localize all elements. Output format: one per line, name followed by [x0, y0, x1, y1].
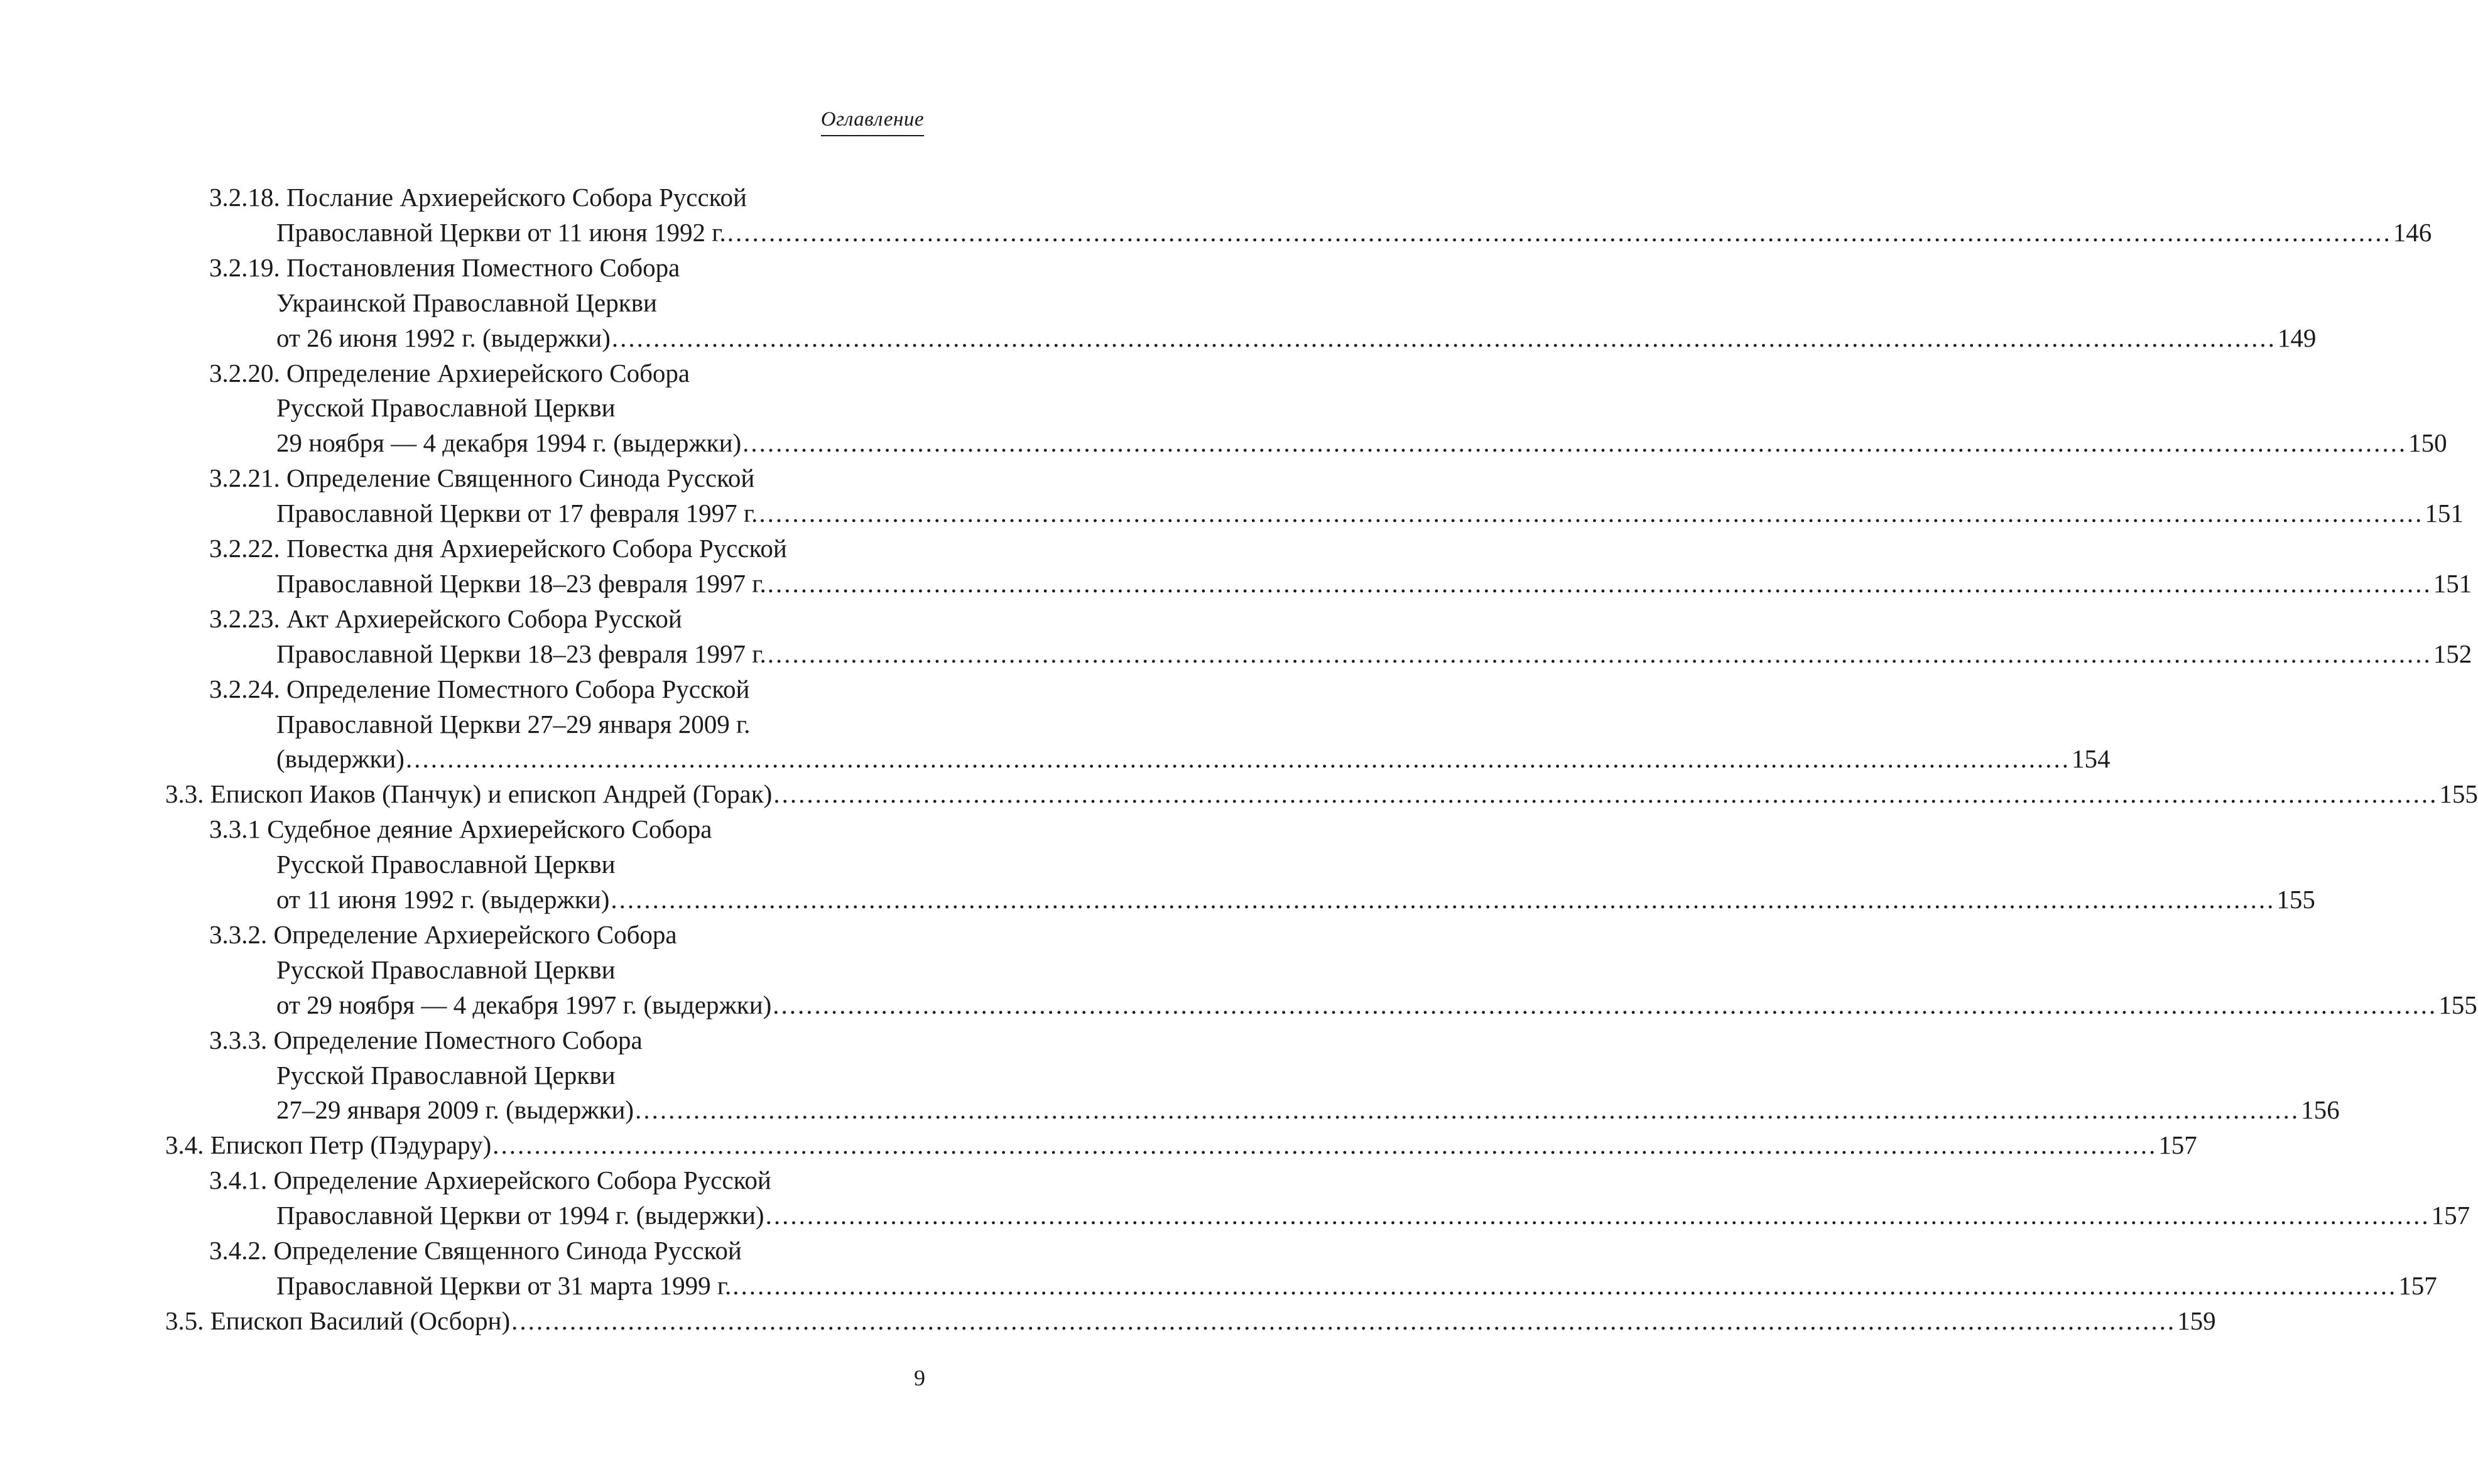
dot-leader: ........................................................................................................................................................................................................	[773, 779, 2438, 808]
toc-page-number: 157	[2431, 1201, 2470, 1230]
dot-leader: ........................................................................................................................................................................................................	[767, 569, 2432, 598]
toc-line	[165, 1127, 2197, 1162]
toc-line	[165, 776, 2478, 811]
toc-entry-text: 3.2.22. Повестка дня Архиерейского Собора Русской	[209, 534, 787, 563]
dot-leader: ........................................................................................................................................................................................................	[511, 1306, 2176, 1335]
toc-entry-text: 3.4.2. Определение Священного Синода Русской	[209, 1236, 742, 1265]
toc-entry-text: Русской Православной Церкви	[276, 393, 616, 422]
toc-page-number: 157	[2398, 1271, 2437, 1300]
dot-leader: ........................................................................................................................................................................................................	[732, 1271, 2398, 1300]
toc-page-number: 155	[2276, 885, 2315, 914]
page-number: 9	[914, 1365, 925, 1390]
dot-leader: ........................................................................................................................................................................................................	[759, 499, 2424, 528]
toc-entry-text: Русской Православной Церкви	[276, 850, 616, 879]
toc-entry-text: 3.2.20. Определение Архиерейского Собора	[209, 359, 690, 387]
toc-entry-text: 3.2.21. Определение Священного Синода Русской	[209, 463, 755, 492]
toc-entry-text: 27–29 января 2009 г. (выдержки)	[276, 1095, 634, 1124]
toc-entry-text: Православной Церкви от 11 июня 1992 г.	[276, 218, 726, 247]
toc-entry-text: Православной Церкви 27–29 января 2009 г.	[276, 710, 751, 739]
toc-entry-text: Русской Православной Церкви	[276, 1061, 616, 1090]
dot-leader: ........................................................................................................................................................................................................	[767, 639, 2432, 668]
toc-entry-text: Православной Церкви от 17 февраля 1997 г.	[276, 499, 758, 528]
toc-line	[276, 847, 616, 882]
toc-line	[209, 355, 690, 391]
dot-leader: ........................................................................................................................................................................................................	[492, 1130, 2158, 1159]
toc-entry-text: Русской Православной Церкви	[276, 955, 616, 984]
toc-line	[209, 250, 680, 285]
toc-line	[276, 882, 2315, 917]
running-head: Оглавление	[821, 108, 924, 136]
toc-line	[276, 741, 2111, 776]
toc-page-number: 151	[2425, 499, 2464, 528]
dot-leader: ........................................................................................................................................................................................................	[727, 218, 2392, 247]
toc-entry-text: 3.3.3. Определение Поместного Собора	[209, 1026, 643, 1054]
toc-entry-text: от 26 июня 1992 г. (выдержки)	[276, 323, 611, 352]
toc-entry-text: 3.2.18. Послание Архиерейского Собора Русской	[209, 183, 747, 212]
dot-leader: ........................................................................................................................................................................................................	[405, 744, 2070, 773]
toc-page-number: 159	[2177, 1306, 2216, 1335]
toc-line	[276, 566, 2472, 601]
toc-line	[209, 180, 747, 215]
toc-line	[276, 1198, 2470, 1233]
toc-line	[276, 1058, 616, 1093]
toc-page-number: 152	[2433, 639, 2472, 668]
toc-line	[209, 671, 749, 707]
toc-line	[276, 1092, 2340, 1127]
toc-entry-text: (выдержки)	[276, 744, 405, 773]
toc-page-number: 151	[2433, 569, 2472, 598]
toc-entry-text: 3.4.1. Определение Архиерейского Собора Русской	[209, 1166, 771, 1194]
toc-page-number: 149	[2277, 323, 2317, 352]
toc-entry-text: 3.5. Епископ Василий (Осборн)	[165, 1306, 511, 1335]
toc-entry-text: 3.4. Епископ Петр (Пэдурару)	[165, 1130, 492, 1159]
toc-line	[165, 1303, 2216, 1338]
toc-line	[209, 1022, 643, 1058]
toc-entry-text: 3.2.19. Постановления Поместного Собора	[209, 253, 680, 282]
toc-line	[209, 460, 754, 496]
toc-page-number: 155	[2438, 990, 2477, 1019]
toc-line	[209, 601, 682, 636]
toc-page-number: 150	[2408, 428, 2447, 457]
toc-line	[276, 496, 2464, 531]
dot-leader: ........................................................................................................................................................................................................	[765, 1201, 2430, 1230]
toc-page-number: 157	[2158, 1130, 2197, 1159]
toc-page-number: 156	[2301, 1095, 2340, 1124]
toc-line	[276, 215, 2432, 250]
toc-entry-text: 3.3. Епископ Иаков (Панчук) и епископ Андрей (Горак)	[165, 779, 773, 808]
toc-line	[276, 390, 616, 425]
dot-leader: ........................................................................................................................................................................................................	[611, 885, 2276, 914]
toc-entry-text: Украинской Православной Церкви	[276, 288, 657, 317]
toc-line	[209, 1162, 771, 1198]
toc-entry-text: 3.2.24. Определение Поместного Собора Русской	[209, 674, 750, 703]
toc-entry-text: от 11 июня 1992 г. (выдержки)	[276, 885, 610, 914]
dot-leader: ........................................................................................................................................................................................................	[742, 428, 2408, 457]
toc-page-number: 154	[2071, 744, 2111, 773]
toc-line	[276, 320, 2317, 355]
dot-leader: ........................................................................................................................................................................................................	[635, 1095, 2300, 1124]
toc-line	[209, 811, 712, 847]
toc-entry-text: от 29 ноября — 4 декабря 1997 г. (выдержки)	[276, 990, 772, 1019]
toc-entry-text: 3.3.1 Судебное деяние Архиерейского Собора	[209, 815, 712, 843]
toc-line	[276, 987, 2477, 1022]
toc-line	[209, 917, 677, 952]
toc-entry-text: 29 ноября — 4 декабря 1994 г. (выдержки)	[276, 428, 742, 457]
toc-page-number: 146	[2393, 218, 2432, 247]
toc-entry-text: Православной Церкви 18–23 февраля 1997 г.	[276, 639, 766, 668]
toc-line	[276, 285, 657, 320]
toc-entry-text: Православной Церкви от 1994 г. (выдержки)	[276, 1201, 764, 1230]
toc-entry-text: Православной Церкви от 31 марта 1999 г.	[276, 1271, 732, 1300]
dot-leader: ........................................................................................................................................................................................................	[611, 323, 2276, 352]
toc-page-number: 155	[2439, 779, 2478, 808]
toc-line	[276, 636, 2472, 671]
toc-line	[276, 707, 750, 742]
toc-line	[209, 1233, 742, 1268]
toc-line	[276, 952, 616, 987]
toc-line	[209, 531, 787, 566]
toc-entry-text: 3.2.23. Акт Архиерейского Собора Русской	[209, 604, 682, 633]
toc-line	[276, 1268, 2437, 1303]
toc-entry-text: Православной Церкви 18–23 февраля 1997 г.	[276, 569, 766, 598]
toc-line	[276, 425, 2447, 460]
toc-entry-text: 3.3.2. Определение Архиерейского Собора	[209, 920, 677, 949]
dot-leader: ........................................................................................................................................................................................................	[773, 990, 2438, 1019]
